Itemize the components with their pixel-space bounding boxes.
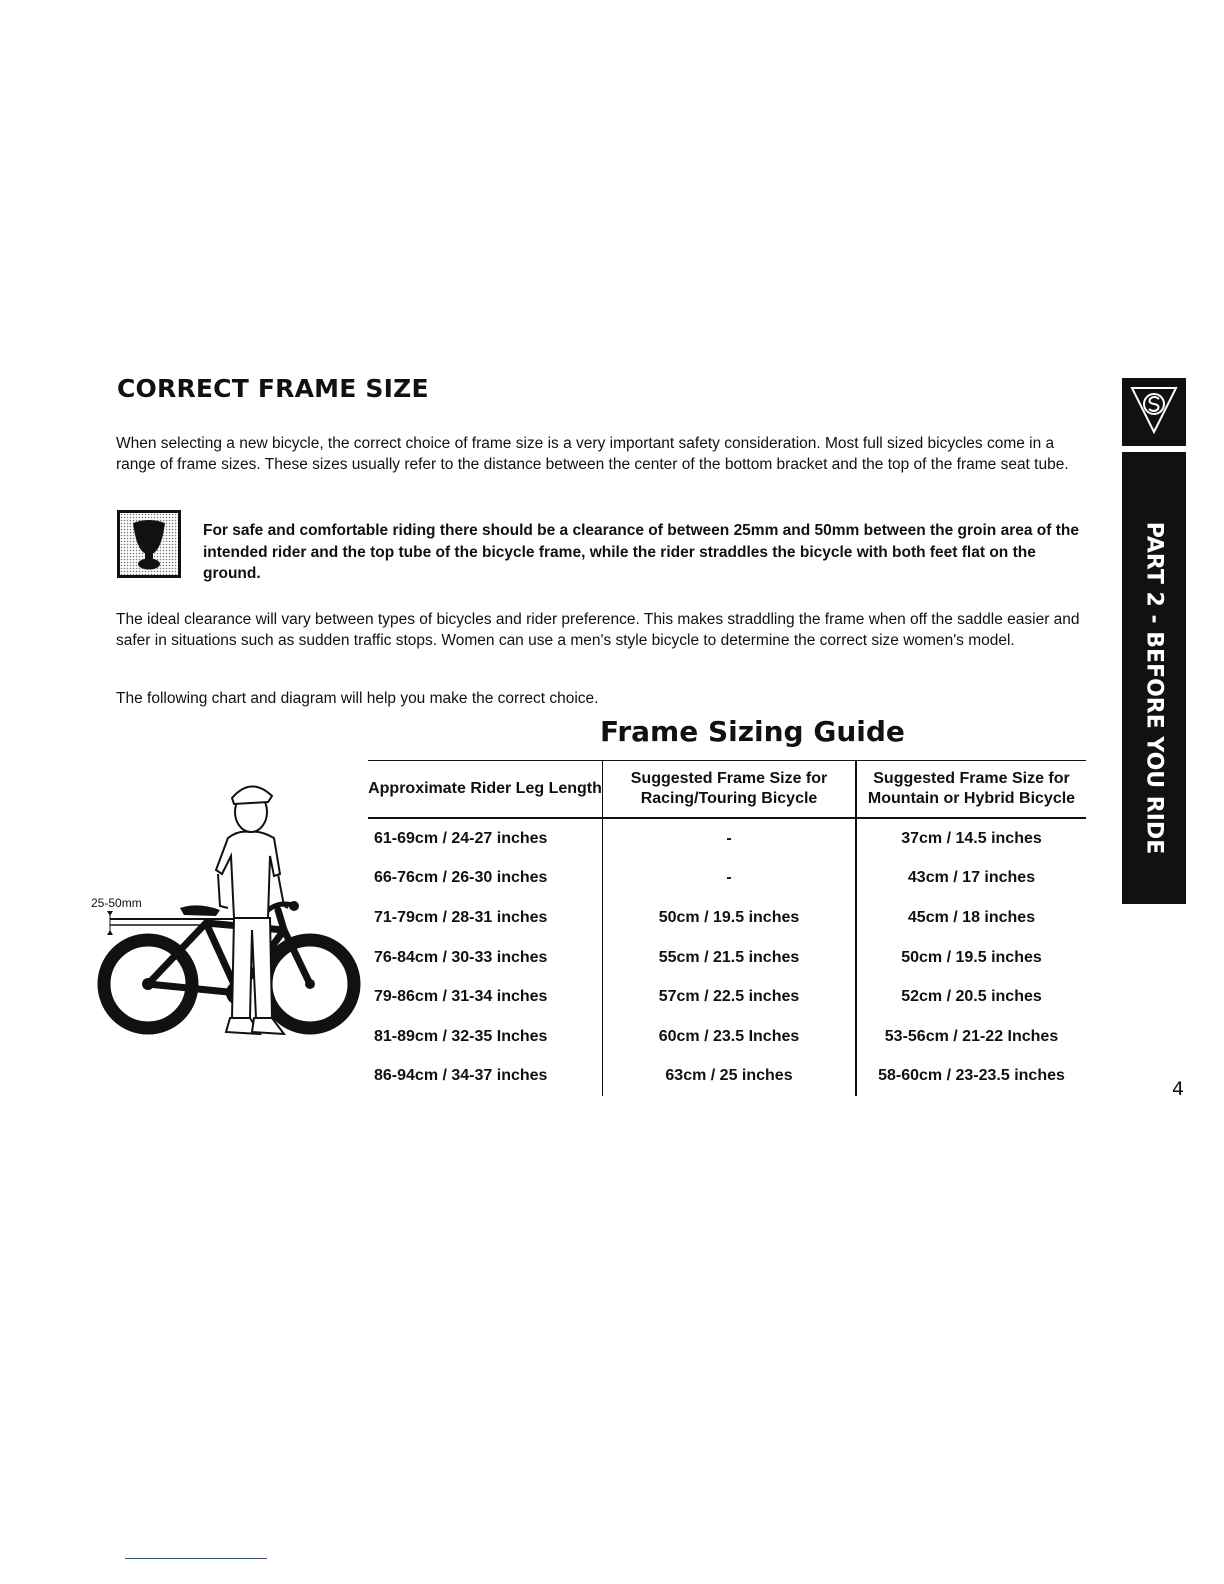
intro-paragraph: When selecting a new bicycle, the correct choice of frame size is a very important safety consideration. Most full sized bicycles come in a range of frame sizes. These sizes usually refer to the distance between the center of the bottom bracket and the top of the frame seat tube.	[116, 435, 1069, 473]
leg-length-cell: 81-89cm / 32-35 Inches	[374, 1027, 548, 1045]
racing-size-cell: 60cm / 23.5 Inches	[603, 1017, 857, 1057]
clearance-label: 25-50mm	[91, 896, 142, 910]
table-row	[368, 1017, 1086, 1057]
header-racing-touring: Suggested Frame Size for Racing/Touring Bicycle	[603, 761, 857, 819]
section-heading: CORRECT FRAME SIZE	[117, 374, 429, 403]
leg-length-cell: 79-86cm / 31-34 inches	[374, 988, 548, 1006]
racing-size-cell: -	[603, 818, 857, 859]
racing-size-cell: 57cm / 22.5 inches	[603, 977, 857, 1017]
leg-length-cell: 61-69cm / 24-27 inches	[374, 829, 548, 847]
leg-length-cell: 66-76cm / 26-30 inches	[374, 869, 548, 887]
header-mountain-hybrid: Suggested Frame Size for Mountain or Hybrid Bicycle	[856, 761, 1086, 819]
section-side-tab	[1122, 378, 1186, 904]
safety-warning-text: For safe and comfortable riding there should be a clearance of between 25mm and 50mm between the groin area of the intended rider and the top tube of the bicycle frame, while the rider straddles the bicycle with both feet flat on the ground.	[203, 522, 1079, 582]
guide-title: Frame Sizing Guide	[600, 715, 905, 748]
leg-length-cell: 71-79cm / 28-31 inches	[374, 908, 548, 926]
mountain-size-cell: 45cm / 18 inches	[856, 898, 1086, 938]
table-row	[368, 818, 1086, 859]
table-header-row	[368, 761, 1086, 819]
section-tab-label: PART 2 - BEFORE YOU RIDE	[1141, 521, 1167, 855]
leg-length-cell: 86-94cm / 34-37 inches	[374, 1067, 548, 1085]
mountain-size-cell: 58-60cm / 23-23.5 inches	[856, 1057, 1086, 1097]
mountain-size-cell: 53-56cm / 21-22 Inches	[856, 1017, 1086, 1057]
safety-warning-icon	[117, 510, 181, 578]
chart-intro-paragraph: The following chart and diagram will help you make the correct choice.	[116, 690, 599, 707]
table-row	[368, 898, 1086, 938]
mountain-size-cell: 43cm / 17 inches	[856, 859, 1086, 899]
table-row	[368, 977, 1086, 1017]
racing-size-cell: 63cm / 25 inches	[603, 1057, 857, 1097]
mountain-size-cell: 50cm / 19.5 inches	[856, 938, 1086, 978]
page-number: 4	[1172, 1078, 1185, 1100]
table-row	[368, 1057, 1086, 1097]
rider-straddling-bicycle-icon	[88, 778, 368, 1048]
table-row	[368, 938, 1086, 978]
frame-sizing-table	[368, 760, 1086, 1096]
leg-length-cell: 76-84cm / 30-33 inches	[374, 948, 548, 966]
header-leg-length: Approximate Rider Leg Length	[368, 761, 603, 819]
mountain-size-cell: 52cm / 20.5 inches	[856, 977, 1086, 1017]
tab-divider	[1122, 446, 1186, 452]
mountain-size-cell: 37cm / 14.5 inches	[856, 818, 1086, 859]
footer-rule	[125, 1558, 267, 1559]
racing-size-cell: -	[603, 859, 857, 899]
ideal-clearance-paragraph: The ideal clearance will vary between types of bicycles and rider preference. This makes straddling the frame when off the saddle easier and safer in situations such as sudden traffic stops. Women can use a men's style bicycle to determine the correct size women's model.	[116, 611, 1080, 649]
table-row	[368, 859, 1086, 899]
racing-size-cell: 50cm / 19.5 inches	[603, 898, 857, 938]
racing-size-cell: 55cm / 21.5 inches	[603, 938, 857, 978]
shield-s-logo-icon	[1126, 382, 1182, 443]
